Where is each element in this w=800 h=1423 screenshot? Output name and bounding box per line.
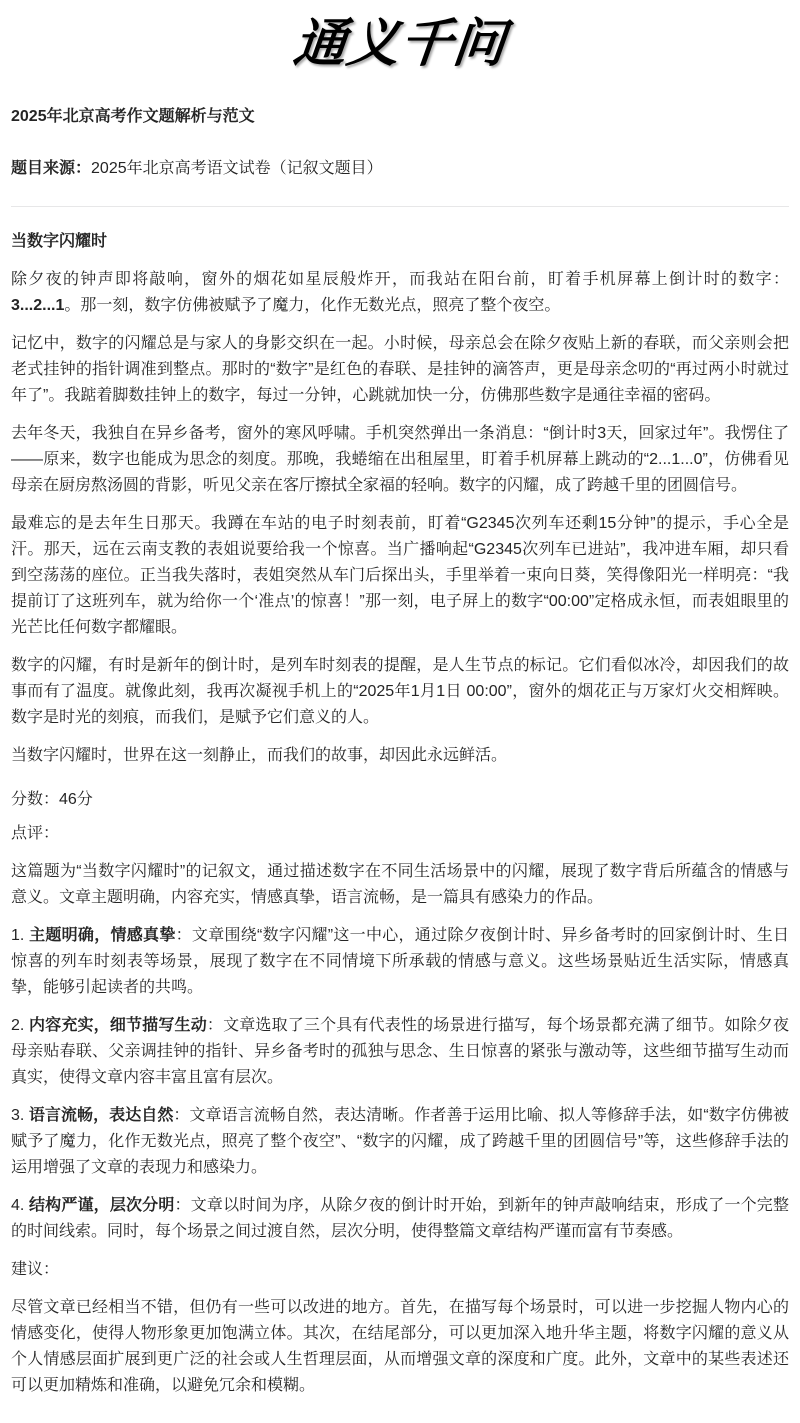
essay-paragraph-5: 数字的闪耀，有时是新年的倒计时，是列车时刻表的提醒，是人生节点的标记。它们看似冰冷，却因我们的故事而有了温度。就像此刻，我再次凝视手机上的“2025年1月1日 00:00”，窗外的烟花正与万家灯火交相辉映。数字是时光的刻痕，而我们，是赋予它们意义的人。 xyxy=(11,657,789,726)
essay-paragraph-2: 记忆中，数字的闪耀总是与家人的身影交织在一起。小时候，母亲总会在除夕夜贴上新的春联，而父亲则会把老式挂钟的指针调准到整点。那时的“数字”是红色的春联、是挂钟的滴答声，更是母亲念叨的“再过两小时就过年了”。我踮着脚数挂钟上的数字，每过一分钟，心跳就加快一分，仿佛那些数字是通往幸福的密码。 xyxy=(11,335,789,404)
essay-paragraph-6: 当数字闪耀时，世界在这一刻静止，而我们的故事，却因此永远鲜活。 xyxy=(11,747,508,764)
review-heading: 点评： xyxy=(11,825,60,842)
point-number: 3. xyxy=(11,1107,29,1124)
point-label: 内容充实，细节描写生动 xyxy=(28,1017,207,1034)
divider xyxy=(11,206,789,207)
essay-p1-countdown: 3...2...1 xyxy=(11,297,65,314)
source-label: 题目来源： xyxy=(11,160,92,177)
review-intro: 这篇题为“当数字闪耀时”的记叙文，通过描述数字在不同生活场景中的闪耀，展现了数字背后所蕴含的情感与意义。文章主题明确，内容充实，情感真挚，语言流畅，是一篇具有感染力的作品。 xyxy=(11,863,789,906)
doc-title: 2025年北京高考作文题解析与范文 xyxy=(11,108,255,125)
point-label: 主题明确，情感真挚 xyxy=(29,927,176,944)
point-number: 1. xyxy=(11,927,30,944)
point-number: 2. xyxy=(11,1017,29,1034)
review-point-3 xyxy=(11,1103,789,1181)
review-point-2 xyxy=(11,1013,789,1091)
essay-p1-pre: 除夕夜的钟声即将敲响，窗外的烟花如星辰般炸开，而我站在阳台前，盯着手机屏幕上倒计时的数字： xyxy=(11,271,789,288)
point-text: ：文章以时间为序，从除夕夜的倒计时开始，到新年的钟声敲响结束，形成了一个完整的时间线索。同时，每个场景之间过渡自然，层次分明，使得整篇文章结构严谨而富有节奏感。 xyxy=(11,1197,789,1240)
point-number: 4. xyxy=(11,1197,29,1214)
essay-title: 当数字闪耀时 xyxy=(11,233,108,250)
source-value: 2025年北京高考语文试卷（记叙文题目） xyxy=(91,160,383,177)
essay-p1-post: 。那一刻，数字仿佛被赋予了魔力，化作无数光点，照亮了整个夜空。 xyxy=(64,297,561,314)
point-text: ：文章选取了三个具有代表性的场景进行描写，每个场景都充满了细节。如除夕夜母亲贴春联、父亲调挂钟的指针、异乡备考时的孤独与思念、生日惊喜的紧张与激动等，这些细节描写生动而真实，使得文章内容丰富且富有层次。 xyxy=(11,1017,789,1086)
point-text: ：文章围绕“数字闪耀”这一中心，通过除夕夜倒计时、异乡备考时的回家倒计时、生日惊喜的列车时刻表等场景，展现了数字在不同情境下所承载的情感与意义。这些场景贴近生活实际，情感真挚，能够引起读者的共鸣。 xyxy=(11,927,789,996)
source-line xyxy=(11,156,789,182)
point-label: 语言流畅，表达自然 xyxy=(28,1107,174,1124)
score-line: 分数：46分 xyxy=(11,791,93,808)
brand-logo xyxy=(11,14,789,74)
suggestion-heading: 建议： xyxy=(11,1261,60,1278)
essay-paragraph-4: 最难忘的是去年生日那天。我蹲在车站的电子时刻表前，盯着“G2345次列车还剩15分钟”的提示，手心全是汗。那天，远在云南支教的表姐说要给我一个惊喜。当广播响起“G2345次列车已进站”，我冲进车厢，却只看到空荡荡的座位。正当我失落时，表姐突然从车门后探出头，手里举着一束向日葵，笑得像阳光一样明亮：“我提前订了这班列车，就为给你一个‘准点’的惊喜！”那一刻，电子屏上的数字“00:00”定格成永恒，而表姐眼里的光芒比任何数字都耀眼。 xyxy=(11,515,789,636)
review-point-4 xyxy=(11,1193,789,1245)
review-point-1 xyxy=(11,923,789,1001)
essay-paragraph-3: 去年冬天，我独自在异乡备考，窗外的寒风呼啸。手机突然弹出一条消息：“倒计时3天，回家过年”。我愣住了——原来，数字也能成为思念的刻度。那晚，我蜷缩在出租屋里，盯着手机屏幕上跳动的“2...1...0”，仿佛看见母亲在厨房熬汤圆的背影，听见父亲在客厅擦拭全家福的轻响。数字的闪耀，成了跨越千里的团圆信号。 xyxy=(11,425,789,494)
brand-logo-text: 通义千问 xyxy=(290,15,510,73)
point-text: ：文章语言流畅自然，表达清晰。作者善于运用比喻、拟人等修辞手法，如“数字仿佛被赋予了魔力，化作无数光点，照亮了整个夜空”、“数字的闪耀，成了跨越千里的团圆信号”等，这些修辞手法的运用增强了文章的表现力和感染力。 xyxy=(11,1107,789,1176)
essay-paragraph-1 xyxy=(11,267,789,319)
point-label: 结构严谨，层次分明 xyxy=(28,1197,175,1214)
suggestion-text: 尽管文章已经相当不错，但仍有一些可以改进的地方。首先，在描写每个场景时，可以进一步挖掘人物内心的情感变化，使得人物形象更加饱满立体。其次，在结尾部分，可以更加深入地升华主题，将数字闪耀的意义从个人情感层面扩展到更广泛的社会或人生哲理层面，从而增强文章的深度和广度。此外，文章中的某些表述还可以更加精炼和准确，以避免冗余和模糊。 xyxy=(11,1299,789,1394)
